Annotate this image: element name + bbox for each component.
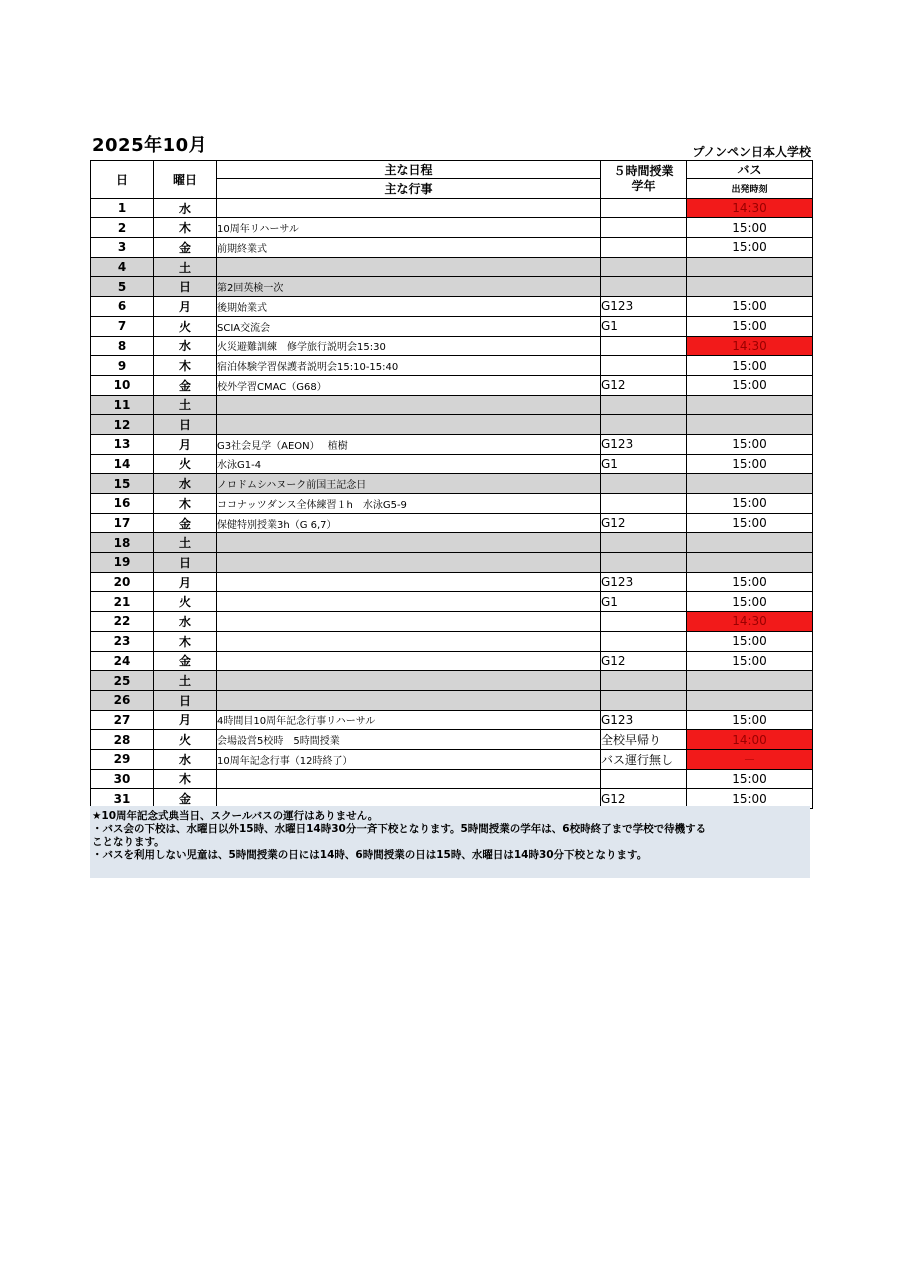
event-cell: ココナッツダンス全体練習１h 水泳G5-9 [217, 494, 601, 514]
weekday-cell: 金 [154, 375, 217, 395]
table-row [91, 454, 813, 474]
event-cell [217, 631, 601, 651]
five-period-cell [601, 415, 687, 435]
event-cell [217, 592, 601, 612]
day-cell: 27 [91, 710, 154, 730]
bus-time-cell [687, 395, 813, 415]
table-row [91, 494, 813, 514]
weekday-cell: 土 [154, 395, 217, 415]
event-cell [217, 553, 601, 573]
header-five-period-top: ５時間授業 [613, 164, 674, 179]
five-period-cell: G123 [601, 297, 687, 317]
day-cell: 28 [91, 730, 154, 750]
bus-time-cell [687, 415, 813, 435]
event-cell: SCIA交流会 [217, 316, 601, 336]
table-row [91, 592, 813, 612]
table-row [91, 297, 813, 317]
bus-time-cell: 15:00 [687, 710, 813, 730]
five-period-cell [601, 533, 687, 553]
five-period-cell [601, 198, 687, 218]
weekday-cell: 火 [154, 454, 217, 474]
table-row [91, 572, 813, 592]
day-cell: 8 [91, 336, 154, 356]
five-period-cell: G1 [601, 592, 687, 612]
table-row [91, 513, 813, 533]
table-row [91, 415, 813, 435]
event-cell: 火災避難訓練 修学旅行説明会15:30 [217, 336, 601, 356]
table-row [91, 218, 813, 238]
event-cell: ノロドムシハヌーク前国王記念日 [217, 474, 601, 494]
five-period-cell [601, 769, 687, 789]
table-row [91, 651, 813, 671]
five-period-cell: G12 [601, 651, 687, 671]
header-five-period [601, 161, 687, 199]
bus-time-cell [687, 533, 813, 553]
bus-time-cell: 15:00 [687, 572, 813, 592]
weekday-cell: 土 [154, 257, 217, 277]
table-row [91, 277, 813, 297]
event-cell: G3社会見学（AEON） 植樹 [217, 434, 601, 454]
day-cell: 30 [91, 769, 154, 789]
day-cell: 26 [91, 690, 154, 710]
day-cell: 2 [91, 218, 154, 238]
five-period-cell: G1 [601, 316, 687, 336]
five-period-cell: G12 [601, 375, 687, 395]
day-cell: 11 [91, 395, 154, 415]
bus-time-cell: 15:00 [687, 297, 813, 317]
bus-time-cell: 15:00 [687, 238, 813, 258]
five-period-cell [601, 218, 687, 238]
five-period-cell [601, 395, 687, 415]
weekday-cell: 火 [154, 730, 217, 750]
weekday-cell: 火 [154, 316, 217, 336]
day-cell: 22 [91, 612, 154, 632]
notes-box [90, 806, 810, 878]
bus-time-cell: 14:00 [687, 730, 813, 750]
five-period-cell [601, 277, 687, 297]
bus-time-cell: 14:30 [687, 198, 813, 218]
five-period-cell: G1 [601, 454, 687, 474]
weekday-cell: 木 [154, 769, 217, 789]
event-cell [217, 769, 601, 789]
five-period-cell [601, 257, 687, 277]
weekday-cell: 火 [154, 592, 217, 612]
five-period-cell [601, 553, 687, 573]
day-cell: 31 [91, 789, 154, 809]
event-cell [217, 651, 601, 671]
five-period-cell [601, 690, 687, 710]
header-bus-bottom: 出発時刻 [687, 179, 813, 199]
day-cell: 15 [91, 474, 154, 494]
event-cell [217, 671, 601, 691]
event-cell [217, 533, 601, 553]
weekday-cell: 月 [154, 572, 217, 592]
five-period-cell: G12 [601, 789, 687, 809]
weekday-cell: 土 [154, 533, 217, 553]
five-period-cell: G123 [601, 572, 687, 592]
weekday-cell: 水 [154, 474, 217, 494]
event-cell: 校外学習CMAC（G68） [217, 375, 601, 395]
day-cell: 16 [91, 494, 154, 514]
five-period-cell [601, 631, 687, 651]
event-cell [217, 395, 601, 415]
bus-time-cell: － [687, 749, 813, 769]
table-row [91, 612, 813, 632]
table-row [91, 395, 813, 415]
day-cell: 21 [91, 592, 154, 612]
table-row [91, 749, 813, 769]
table-row [91, 690, 813, 710]
bus-time-cell: 15:00 [687, 316, 813, 336]
bus-time-cell: 15:00 [687, 592, 813, 612]
header-weekday: 曜日 [154, 161, 217, 199]
day-cell: 29 [91, 749, 154, 769]
table-row [91, 336, 813, 356]
day-cell: 4 [91, 257, 154, 277]
bus-time-cell [687, 553, 813, 573]
five-period-cell [601, 494, 687, 514]
weekday-cell: 日 [154, 690, 217, 710]
table-row [91, 375, 813, 395]
day-cell: 5 [91, 277, 154, 297]
bus-time-cell: 15:00 [687, 218, 813, 238]
table-row [91, 198, 813, 218]
weekday-cell: 日 [154, 277, 217, 297]
note-line: ことなります。 [92, 836, 165, 848]
five-period-cell: G123 [601, 710, 687, 730]
weekday-cell: 月 [154, 434, 217, 454]
five-period-cell: 全校早帰り [601, 730, 687, 750]
bus-time-cell: 14:30 [687, 612, 813, 632]
bus-time-cell [687, 474, 813, 494]
table-row [91, 730, 813, 750]
event-cell [217, 690, 601, 710]
weekday-cell: 月 [154, 297, 217, 317]
table-row [91, 671, 813, 691]
header-event-top: 主な日程 [217, 161, 601, 179]
five-period-cell [601, 356, 687, 376]
bus-time-cell: 15:00 [687, 769, 813, 789]
header-event-bottom: 主な行事 [217, 179, 601, 199]
weekday-cell: 木 [154, 218, 217, 238]
table-row [91, 474, 813, 494]
event-cell: 10周年リハーサル [217, 218, 601, 238]
weekday-cell: 木 [154, 494, 217, 514]
bus-time-cell: 15:00 [687, 375, 813, 395]
weekday-cell: 木 [154, 631, 217, 651]
event-cell: 水泳G1-4 [217, 454, 601, 474]
bus-time-cell: 15:00 [687, 789, 813, 809]
day-cell: 12 [91, 415, 154, 435]
table-row [91, 356, 813, 376]
five-period-cell: バス運行無し [601, 749, 687, 769]
weekday-cell: 日 [154, 553, 217, 573]
bus-time-cell [687, 690, 813, 710]
table-row [91, 769, 813, 789]
five-period-cell: G12 [601, 513, 687, 533]
note-line: ★10周年記念式典当日、スクールバスの運行はありません。 [92, 810, 379, 822]
day-cell: 24 [91, 651, 154, 671]
five-period-cell [601, 474, 687, 494]
table-row [91, 238, 813, 258]
header-bus-top: バス [687, 161, 813, 179]
bus-time-cell: 15:00 [687, 434, 813, 454]
weekday-cell: 土 [154, 671, 217, 691]
weekday-cell: 木 [154, 356, 217, 376]
event-cell: 会場設営5校時 5時間授業 [217, 730, 601, 750]
weekday-cell: 水 [154, 198, 217, 218]
note-line: ・バスを利用しない児童は、5時間授業の日には14時、6時間授業の日は15時、水曜日は14時30分下校となります。 [92, 849, 648, 861]
five-period-cell [601, 336, 687, 356]
weekday-cell: 水 [154, 336, 217, 356]
bus-time-cell: 15:00 [687, 513, 813, 533]
weekday-cell: 月 [154, 710, 217, 730]
schedule-table [90, 160, 813, 809]
school-name: プノンペン日本人学校 [692, 145, 811, 159]
event-cell: 第2回英検一次 [217, 277, 601, 297]
bus-time-cell: 15:00 [687, 454, 813, 474]
table-row [91, 710, 813, 730]
day-cell: 25 [91, 671, 154, 691]
schedule-body [91, 198, 813, 808]
weekday-cell: 水 [154, 612, 217, 632]
weekday-cell: 金 [154, 238, 217, 258]
event-cell [217, 257, 601, 277]
bus-time-cell [687, 671, 813, 691]
event-cell: 10周年記念行事（12時終了） [217, 749, 601, 769]
day-cell: 14 [91, 454, 154, 474]
event-cell: 前期終業式 [217, 238, 601, 258]
day-cell: 19 [91, 553, 154, 573]
event-cell [217, 198, 601, 218]
header-five-period-bottom: 学年 [631, 179, 656, 194]
day-cell: 20 [91, 572, 154, 592]
header-day: 日 [91, 161, 154, 199]
table-row [91, 533, 813, 553]
day-cell: 9 [91, 356, 154, 376]
table-row [91, 631, 813, 651]
weekday-cell: 日 [154, 415, 217, 435]
event-cell [217, 415, 601, 435]
bus-time-cell: 14:30 [687, 336, 813, 356]
day-cell: 13 [91, 434, 154, 454]
weekday-cell: 金 [154, 513, 217, 533]
event-cell: 後期始業式 [217, 297, 601, 317]
bus-time-cell [687, 257, 813, 277]
bus-time-cell: 15:00 [687, 356, 813, 376]
day-cell: 10 [91, 375, 154, 395]
note-line: ・バス会の下校は、水曜日以外15時、水曜日14時30分一斉下校となります。5時間授業の学年は、6校時終了まで学校で待機する [92, 823, 707, 835]
day-cell: 17 [91, 513, 154, 533]
event-cell: 保健特別授業3h（G 6,7） [217, 513, 601, 533]
day-cell: 3 [91, 238, 154, 258]
day-cell: 23 [91, 631, 154, 651]
table-row [91, 553, 813, 573]
day-cell: 6 [91, 297, 154, 317]
event-cell [217, 612, 601, 632]
bus-time-cell: 15:00 [687, 651, 813, 671]
weekday-cell: 水 [154, 749, 217, 769]
weekday-cell: 金 [154, 651, 217, 671]
bus-time-cell [687, 277, 813, 297]
bus-time-cell: 15:00 [687, 631, 813, 651]
event-cell: 4時間目10周年記念行事リハーサル [217, 710, 601, 730]
five-period-cell [601, 238, 687, 258]
bus-time-cell: 15:00 [687, 494, 813, 514]
page-title: 2025年10月 [92, 135, 208, 156]
five-period-cell [601, 671, 687, 691]
five-period-cell [601, 612, 687, 632]
day-cell: 7 [91, 316, 154, 336]
table-row [91, 316, 813, 336]
event-cell: 宿泊体験学習保護者説明会15:10-15:40 [217, 356, 601, 376]
five-period-cell: G123 [601, 434, 687, 454]
weekday-cell: 金 [154, 789, 217, 809]
table-row [91, 434, 813, 454]
day-cell: 18 [91, 533, 154, 553]
day-cell: 1 [91, 198, 154, 218]
event-cell [217, 572, 601, 592]
table-row [91, 257, 813, 277]
